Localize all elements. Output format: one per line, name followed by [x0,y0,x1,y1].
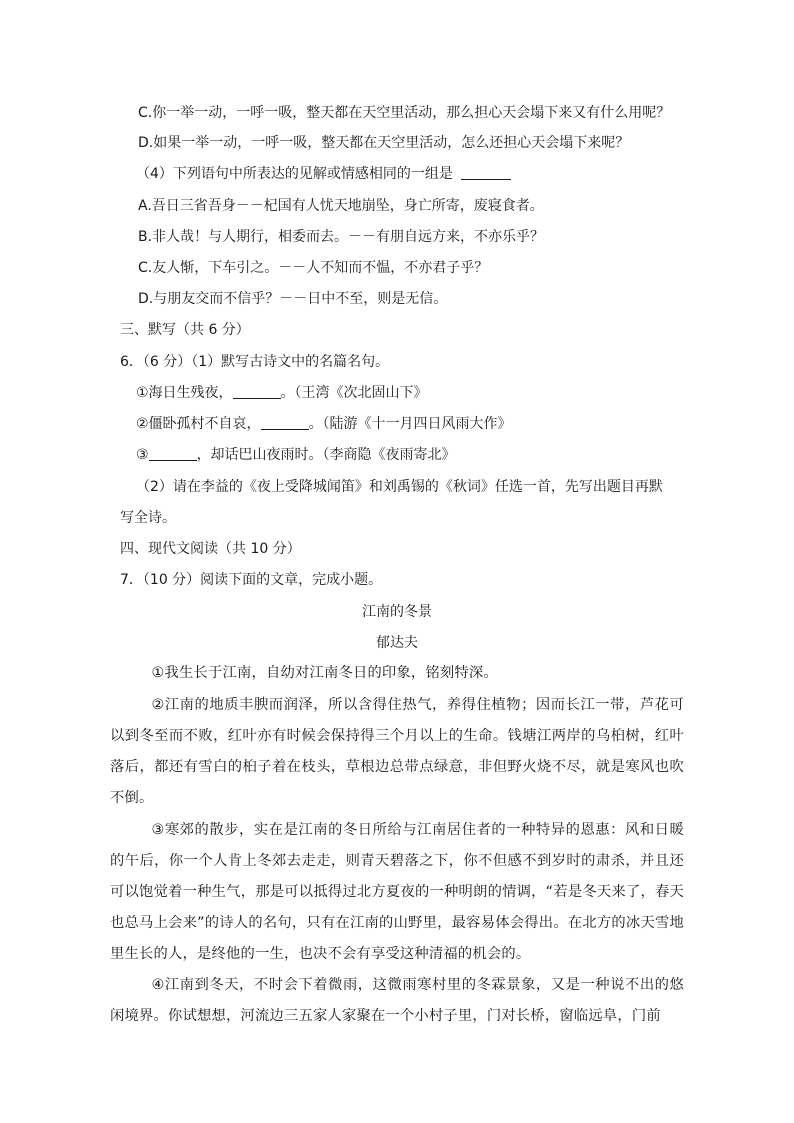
q6-item-3 [136,445,456,465]
q6-stem: 6．（6 分）（1）默写古诗文中的名篇名句。 [120,354,390,370]
article-paragraph: ③寒郊的散步，实在是江南的冬日所给与江南居住者的一种特异的恩惠：风和日暖的午后，你一个人肯上冬郊去走走，则青天碧落之下，你不但感不到岁时的肃杀，并且还可以饱觉着一种生气，那是可以抵得过北方夏夜的一种明朗的情调，“若是冬天来了，春天也总马上会来”的诗人的名句，只有在江南的山野里，最容易体会得出。在北方的冰天雪地里生长的人，是终他的一生，也决不会有享受这种清福的机会的。 [110,822,684,962]
answer-blank [261,415,309,430]
article-paragraph: ②江南的地质丰腴而润泽，所以含得住热气，养得住植物；因而长江一带，芦花可以到冬至而不败，红叶亦有时候会保持得三个月以上的生命。钱塘江两岸的乌桕树，红叶落后，都还有雪白的桕子着在枝头，草根边总带点绿意，非但野火烧不尽，就是寒风也吹不倒。 [110,697,684,806]
q6-item-1-post: 。（王湾《次北固山下》 [280,385,428,401]
article-title: 江南的冬景 [362,604,432,620]
q5-4-stem [136,164,511,184]
q5-option-d: D.如果一举一动，一呼一吸，整天都在天空里活动，怎么还担心天会塌下来呢？ [138,135,630,151]
answer-blank [461,165,511,180]
q5-4-option-c: C.友人惭，下车引之。－－人不知而不愠，不亦君子乎？ [138,260,489,276]
section-heading-dictation: 三、默写（共 6 分） [120,322,250,338]
q6-item-2 [136,414,512,434]
q6-item-1 [136,383,428,403]
article-author: 郁达夫 [376,635,418,651]
q7-stem: 7．（10 分）阅读下面的文章，完成小题。 [120,572,383,588]
q6-item-3-pre: ③ [136,447,149,463]
q5-4-option-b: B.非人哉！与人期行，相委而去。－－有朋自远方来，不亦乐乎？ [138,229,545,245]
q5-4-option-d: D.与朋友交而不信乎？－－日中不至，则是无信。 [138,291,448,307]
section-heading-reading: 四、现代文阅读（共 10 分） [120,541,301,557]
q5-option-c: C.你一举一动，一呼一吸，整天都在天空里活动，那么担心天会塌下来又有什么用呢？ [138,105,671,121]
q6-item-2-post: 。（陆游《十一月四日风雨大作》 [308,416,512,432]
answer-blank [149,446,197,461]
q6-part2-line1: （2）请在李益的《夜上受降城闻笛》和刘禹锡的《秋词》任选一首，先写出题目再默 [136,479,663,495]
q6-item-1-pre: ①海日生残夜， [136,385,233,401]
q6-item-3-post: ，却话巴山夜雨时。（李商隐《夜雨寄北》 [196,447,456,463]
q5-4-option-a: A.吾日三省吾身－－杞国有人忧天地崩坠，身亡所寄，废寝食者。 [138,198,544,214]
q6-item-2-pre: ②僵卧孤村不自哀， [136,416,261,432]
q6-part2-line2: 写全诗。 [120,510,176,526]
article-paragraph: ④江南到冬天，不时会下着微雨，这微雨寒村里的冬霖景象，又是一种说不出的悠闲境界。你试想想，河流边三五家人家聚在一个小村子里，门对长桥，窗临远阜，门前 [110,977,684,1024]
article-paragraph: ①我生长于江南，自幼对江南冬日的印象，铭刻特深。 [151,665,498,681]
q5-4-stem-text: （4）下列语句中所表达的见解或情感相同的一组是 [136,166,453,182]
answer-blank [233,384,281,399]
